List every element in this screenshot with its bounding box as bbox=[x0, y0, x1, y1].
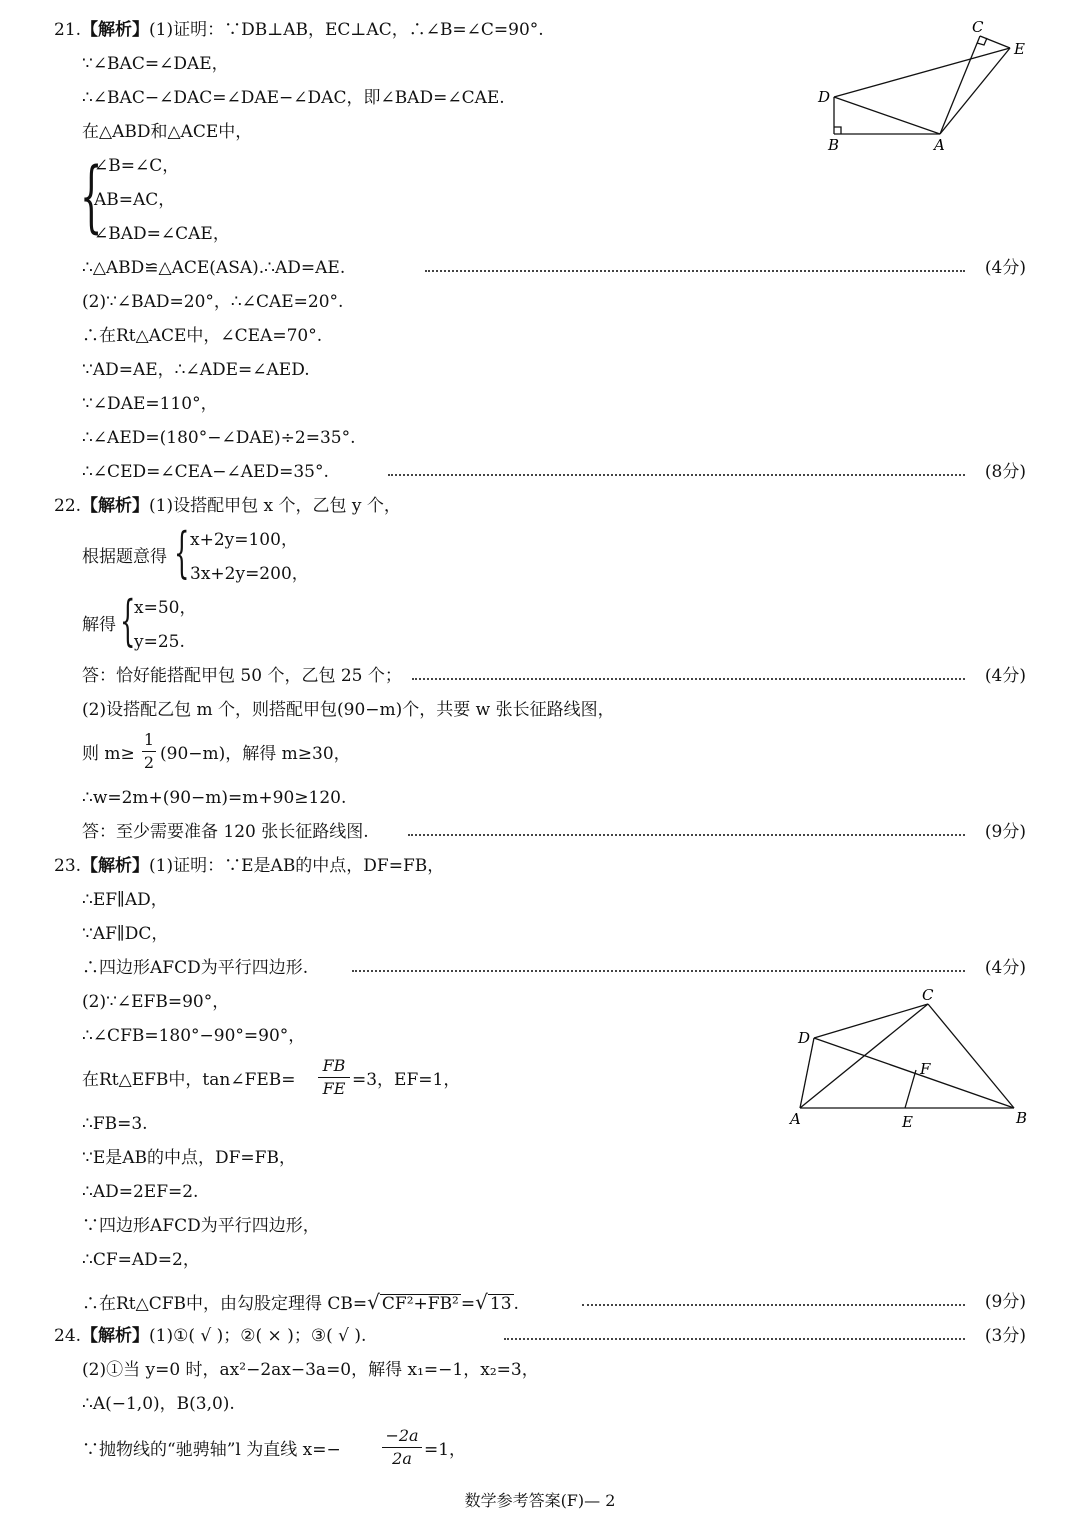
q21-label-b: B bbox=[828, 136, 840, 154]
q23-line: . bbox=[513, 1294, 519, 1314]
dot-leader bbox=[412, 678, 965, 680]
q22-line: ∴w=2m+(90−m)=m+90≥120. bbox=[82, 788, 347, 808]
q21-brace: { bbox=[80, 152, 103, 242]
q23-label-b: B bbox=[1016, 1109, 1028, 1127]
q23-figure bbox=[788, 986, 1033, 1136]
q21-line: ∵AD=AE，∴∠ADE=∠AED. bbox=[82, 360, 310, 380]
q24-fraction bbox=[382, 1426, 422, 1469]
q23-sqrt-1: CF²+FB² bbox=[381, 1294, 459, 1314]
q23-line: =3，EF=1， bbox=[352, 1070, 461, 1090]
q23-final-line bbox=[82, 1290, 519, 1314]
q21-label-a: A bbox=[934, 136, 945, 154]
q23-fraction bbox=[318, 1056, 350, 1099]
q24-line: =1， bbox=[424, 1440, 467, 1460]
q22-score-1: (4分) bbox=[984, 666, 1026, 686]
q22-title bbox=[54, 494, 401, 518]
q21-label-d: D bbox=[818, 88, 831, 106]
q23-line: = bbox=[460, 1294, 476, 1314]
q22-line: 答：恰好能搭配甲包 50 个，乙包 25 个； bbox=[82, 666, 402, 686]
q24-title bbox=[54, 1324, 366, 1348]
q21-line: ∴∠BAC−∠DAC=∠DAE−∠DAC，即∠BAD=∠CAE. bbox=[82, 88, 505, 108]
q22-line: (2)设搭配乙包 m 个，则搭配甲包(90−m)个，共要 w 张长征路线图， bbox=[82, 700, 615, 720]
q22-number: 22. bbox=[54, 496, 82, 516]
q23-label-f: F bbox=[920, 1060, 931, 1078]
q21-score-1: (4分) bbox=[984, 258, 1026, 278]
q21-line: ∵∠BAC=∠DAE， bbox=[82, 54, 229, 74]
q24-line: (2)①当 y=0 时，ax²−2ax−3a=0，解得 x₁=−1，x₂=3， bbox=[82, 1360, 539, 1380]
q23-line: ∴∠CFB=180°−90°=90°， bbox=[82, 1026, 306, 1046]
q23-title bbox=[54, 854, 444, 878]
dot-leader bbox=[504, 1338, 965, 1340]
q21-number: 21. bbox=[54, 20, 82, 40]
page-footer: 数学参考答案(F)— 2 bbox=[464, 1491, 616, 1510]
q23-line: ∴在Rt△CFB中，由勾股定理得 CB= bbox=[82, 1294, 368, 1314]
q22-brace-2: { bbox=[120, 589, 136, 652]
q23-frac-den: FE bbox=[322, 1079, 346, 1098]
dot-leader bbox=[388, 474, 965, 476]
q22-frac-num: 1 bbox=[143, 730, 155, 749]
q21-score-2: (8分) bbox=[984, 462, 1026, 482]
q23-label-a: A bbox=[790, 1110, 801, 1128]
q22-fraction bbox=[142, 730, 156, 773]
q24-frac-num: −2a bbox=[385, 1426, 419, 1445]
q22-line: 3x+2y=200， bbox=[190, 564, 309, 584]
q21-line: ∠BAD=∠CAE， bbox=[94, 224, 230, 244]
sqrt-sign: √ bbox=[475, 1290, 488, 1314]
q22-line: y=25. bbox=[134, 632, 185, 652]
q23-frac-num: FB bbox=[322, 1056, 346, 1075]
q23-line: ∵四边形AFCD为平行四边形， bbox=[82, 1216, 320, 1236]
q24-line: ∴A(−1,0)，B(3,0). bbox=[82, 1394, 235, 1414]
q24-tag: 【解析】 bbox=[81, 1326, 150, 1346]
q21-figure bbox=[810, 14, 1040, 164]
q23-line: ∵E是AB的中点，DF=FB， bbox=[82, 1148, 296, 1168]
q23-label-c: C bbox=[922, 986, 934, 1004]
q21-label-c: C bbox=[972, 18, 984, 36]
q23-line: ∴AD=2EF=2. bbox=[82, 1182, 199, 1202]
q21-line: 在△ABD和△ACE中， bbox=[82, 122, 253, 142]
q23-sqrt-2: 13 bbox=[489, 1294, 512, 1314]
q24-number: 24. bbox=[54, 1326, 82, 1346]
q24-score-1: (3分) bbox=[984, 1326, 1026, 1346]
q22-brace-1: { bbox=[174, 521, 190, 584]
q21-line: (2)∵∠BAD=20°，∴∠CAE=20°. bbox=[82, 292, 344, 312]
q24-line: (1)①( √ )；②( × )；③( √ ). bbox=[149, 1326, 367, 1346]
q23-line: ∴FB=3. bbox=[82, 1114, 148, 1134]
q23-line: (2)∵∠EFB=90°， bbox=[82, 992, 230, 1012]
q23-line: ∴四边形AFCD为平行四边形. bbox=[82, 958, 309, 978]
q22-line: (1)设搭配甲包 x 个，乙包 y 个， bbox=[149, 496, 401, 516]
q24-frac-den: 2a bbox=[392, 1449, 412, 1468]
q22-frac-den: 2 bbox=[143, 753, 155, 772]
q23-line: ∵AF∥DC， bbox=[82, 924, 169, 944]
q21-label-e: E bbox=[1014, 40, 1025, 58]
q24-line: ∵抛物线的“驰骋轴”l 为直线 x=− bbox=[82, 1440, 341, 1460]
dot-leader bbox=[408, 834, 965, 836]
q21-line: ∴∠AED=(180°−∠DAE)÷2=35°. bbox=[82, 428, 356, 448]
frac-bar bbox=[318, 1077, 350, 1078]
q21-line: (1)证明：∵DB⊥AB，EC⊥AC，∴∠B=∠C=90°. bbox=[149, 20, 544, 40]
q22-score-2: (9分) bbox=[984, 822, 1026, 842]
q22-line: 则 m≥ bbox=[82, 744, 135, 764]
q21-line: ∴△ABD≌△ACE(ASA).∴AD=AE. bbox=[82, 258, 346, 278]
dot-leader bbox=[425, 270, 965, 272]
q23-line: ∴CF=AD=2， bbox=[82, 1250, 200, 1270]
q23-score-1: (4分) bbox=[984, 958, 1026, 978]
q21-tag: 【解析】 bbox=[81, 20, 150, 40]
q22-line: (90−m)，解得 m≥30， bbox=[160, 744, 351, 764]
q22-line: 根据题意得 bbox=[82, 547, 167, 567]
q21-line: ∴在Rt△ACE中，∠CEA=70°. bbox=[82, 326, 323, 346]
q21-line: ∠B=∠C， bbox=[94, 156, 180, 176]
q23-label-e: E bbox=[902, 1113, 913, 1131]
q22-line: 解得 bbox=[82, 615, 116, 635]
q23-line: ∴EF∥AD， bbox=[82, 890, 168, 910]
sqrt-sign: √ bbox=[367, 1290, 380, 1314]
q23-label-d: D bbox=[798, 1029, 811, 1047]
q22-line: x+2y=100， bbox=[190, 530, 298, 550]
q23-tag: 【解析】 bbox=[81, 856, 150, 876]
q21-line: AB=AC， bbox=[94, 190, 176, 210]
frac-bar bbox=[382, 1447, 422, 1448]
dot-leader bbox=[582, 1304, 965, 1306]
q22-tag: 【解析】 bbox=[81, 496, 150, 516]
q23-line: 在Rt△EFB中，tan∠FEB= bbox=[82, 1070, 296, 1090]
q23-line: (1)证明：∵E是AB的中点，DF=FB， bbox=[149, 856, 445, 876]
q21-line: ∴∠CED=∠CEA−∠AED=35°. bbox=[82, 462, 329, 482]
q23-number: 23. bbox=[54, 856, 82, 876]
q21-line: ∵∠DAE=110°， bbox=[82, 394, 218, 414]
q22-line: x=50， bbox=[134, 598, 197, 618]
dot-leader bbox=[352, 970, 965, 972]
q22-line: 答：至少需要准备 120 张长征路线图. bbox=[82, 822, 369, 842]
frac-bar bbox=[142, 751, 156, 752]
q21-title bbox=[54, 18, 544, 42]
q23-score-2: (9分) bbox=[984, 1292, 1026, 1312]
